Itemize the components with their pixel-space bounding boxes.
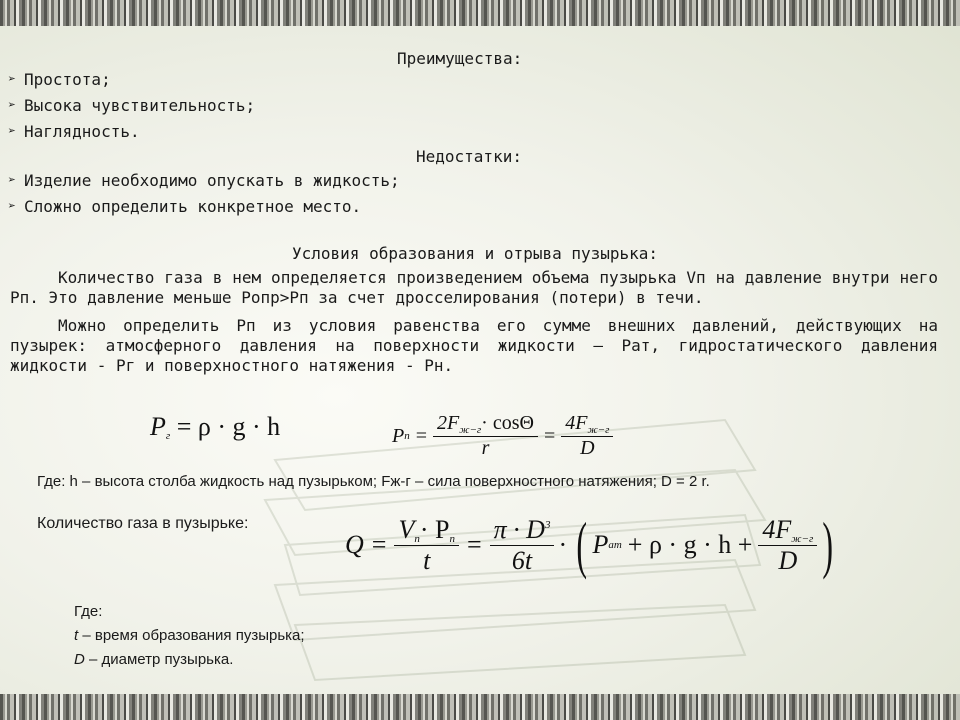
formula-surface-tension-pressure: P n = $\frac{2F_{ж-г}\cdot \cos\Theta}{r}$ = $\frac{4F_{ж-г}}{D}$	[392, 412, 613, 460]
formula-hydrostatic-pressure: $P_г = \rho \cdot g \cdot h$	[150, 412, 281, 442]
advantage-item: ➢ Высока чувствительность;	[8, 96, 256, 115]
advantage-item: ➢ Простота;	[8, 70, 111, 89]
conditions-title: Условия образования и отрыва пузырька:	[292, 244, 659, 263]
conditions-paragraph-2: Можно определить Рп из условия равенства его сумме внешних давлений, действующих на пузырек: атмосферного давления на поверхности жидкости – Рат, гидростатического давления жидкости - Рг и поверхностного натяжения - Рн.	[10, 316, 938, 375]
bottom-decor-stripe	[0, 694, 960, 720]
advantage-item: ➢ Наглядность.	[8, 122, 140, 141]
conditions-paragraph-1: Количество газа в нем определяется произведением объема пузырька Vп на давление внутри него Рп. Это давление меньше Ропр>Рп за счет дросселирования (потери) в течи.	[10, 268, 938, 307]
arrow-bullet-icon: ➢	[8, 173, 16, 188]
disadvantage-item: ➢ Сложно определить конкретное место.	[8, 197, 362, 216]
arrow-bullet-icon: ➢	[8, 72, 16, 87]
disadvantage-item: ➢ Изделие необходимо опускать в жидкость;	[8, 171, 400, 190]
legend-item-diameter: D – диаметр пузырька.	[74, 651, 234, 668]
disadvantages-title: Недостатки:	[416, 147, 522, 166]
gas-quantity-label: Количество газа в пузырьке:	[37, 515, 249, 532]
formula-explanation: Где: h – высота столба жидкость над пузырьком; Fж-г – сила поверхностного натяжения; D = 2 r.	[37, 473, 710, 490]
arrow-bullet-icon: ➢	[8, 124, 16, 139]
top-decor-stripe	[0, 0, 960, 26]
arrow-bullet-icon: ➢	[8, 98, 16, 113]
arrow-bullet-icon: ➢	[8, 199, 16, 214]
legend-title: Где:	[74, 603, 103, 620]
formula-gas-quantity: Q = $\frac{V_n\cdot P_n}{t}$ = $\frac{\pi \cdot D^3}{6t}$ · ( P ат + ρ · g · h + $\frac{4F_{ж-г}}{D}$ )	[345, 509, 834, 580]
legend-item-time: t – время образования пузырька;	[74, 627, 305, 644]
advantages-title: Преимущества:	[397, 49, 523, 68]
